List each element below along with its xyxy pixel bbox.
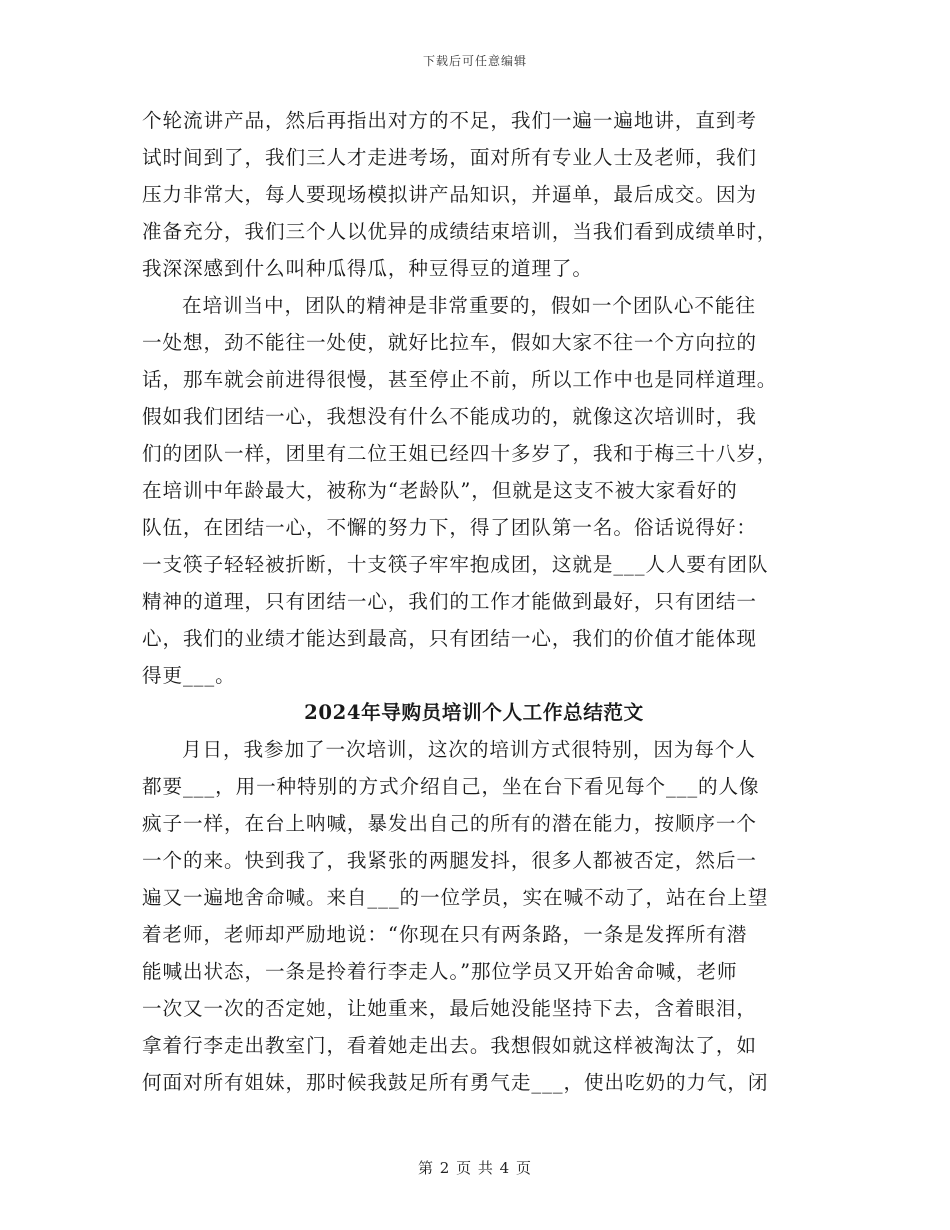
paragraph-3 [142,731,806,1101]
text-line: 能喊出状态，一条是拎着行李走人。”那位学员又开始舍命喊，老师 [142,960,738,983]
text-line: 着老师，老师却严励地说：“你现在只有两条路，一条是发挥所有潜 [142,923,748,946]
text-line: 在培训当中，团队的精神是非常重要的，假如一个团队心不能往 [182,294,756,317]
text-line: 一次又一次的否定她，让她重来，最后她没能坚持下去，含着眼泪， [142,997,757,1020]
text-line: 月日，我参加了一次培训，这次的培训方式很特别，因为每个人 [182,738,756,761]
text-line: 拿着行李走出教室门，看着她走出去。我想假如就这样被淘汰了，如 [142,1034,757,1057]
text-line: 一处想，劲不能往一处使，就好比拉车，假如大家不往一个方向拉的 [142,331,757,354]
text-line: 心，我们的业绩才能达到最高，只有团结一心，我们的价值才能体现 [142,627,757,650]
paragraph-1 [142,102,806,287]
text-line: 个轮流讲产品，然后再指出对方的不足，我们一遍一遍地讲，直到考 [142,109,757,132]
text-line: 试时间到了，我们三人才走进考场，面对所有专业人士及老师，我们 [142,146,757,169]
text-line: 一支筷子轻轻被折断，十支筷子牢牢抱成团，这就是___人人要有团队 [142,553,769,576]
text-line: 准备充分，我们三个人以优异的成绩结束培训，当我们看到成绩单时， [142,220,778,243]
text-line: 何面对所有姐妹，那时候我鼓足所有勇气走___，使出吃奶的力气，闭 [142,1071,769,1094]
text-line: 都要___，用一种特别的方式介绍自己，坐在台下看见每个___的人像 [142,775,760,798]
paragraph-2 [142,287,806,694]
text-line: 疯子一样，在台上呐喊，暴发出自己的所有的潜在能力，按顺序一个 [142,812,757,835]
page-header: 下载后可任意编辑 [422,54,527,68]
text-line: 们的团队一样，团里有二位王姐已经四十多岁了，我和于梅三十八岁， [142,442,778,465]
section-title: 2024年导购员培训个人工作总结范文 [304,701,644,724]
text-line: 精神的道理，只有团结一心，我们的工作才能做到最好，只有团结一 [142,590,757,613]
page-footer: 第 2 页 共 4 页 [418,1159,532,1177]
text-line: 假如我们团结一心，我想没有什么不能成功的，就像这次培训时，我 [142,405,757,428]
text-line: 压力非常大，每人要现场模拟讲产品知识，并逼单，最后成交。因为 [142,183,757,206]
text-line: 队伍，在团结一心，不懈的努力下，得了团队第一名。俗话说得好： [142,516,757,539]
text-line: 遍又一遍地舍命喊。来自___的一位学员，实在喊不动了，站在台上望 [142,886,769,909]
text-line: 话，那车就会前进得很慢，甚至停止不前，所以工作中也是同样道理。 [142,368,778,391]
text-line: 在培训中年龄最大，被称为“老龄队”，但就是这支不被大家看好的 [142,479,738,502]
text-line: 一个的来。快到我了，我紧张的两腿发抖，很多人都被否定，然后一 [142,849,757,872]
text-line: 得更___。 [142,664,236,687]
text-line: 我深深感到什么叫种瓜得瓜，种豆得豆的道理了。 [142,257,593,280]
document-body [142,102,806,1101]
